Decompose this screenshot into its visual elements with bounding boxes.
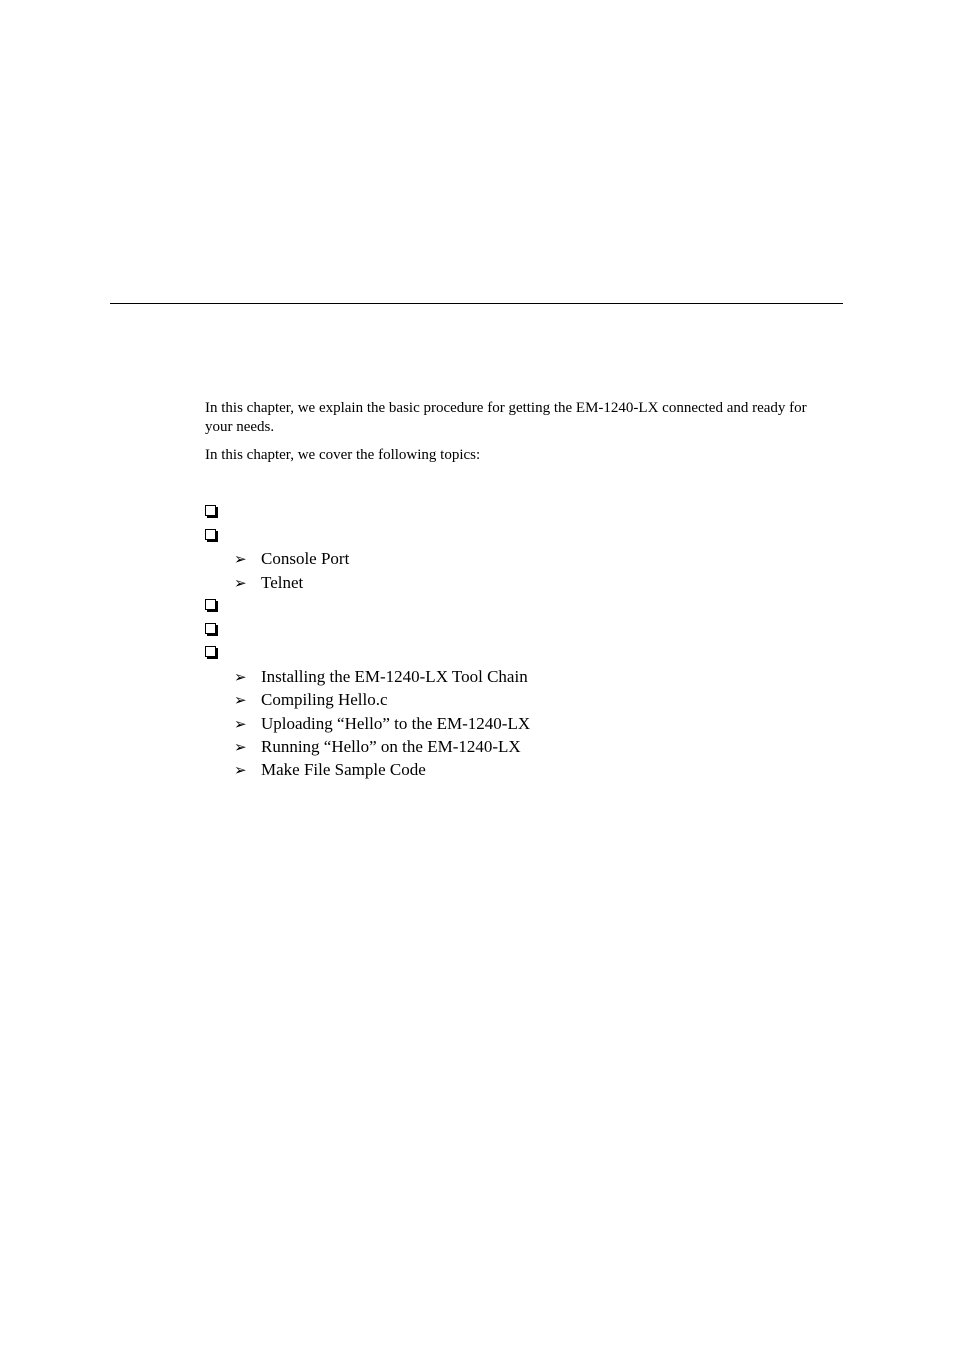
arrowhead-icon: ➢ — [234, 763, 247, 779]
arrowhead-icon: ➢ — [234, 552, 247, 568]
subtopic-label: Installing the EM-1240-LX Tool Chain — [261, 667, 528, 686]
topic-item — [205, 527, 228, 545]
subtopic-label: Make File Sample Code — [261, 760, 426, 779]
checkbox-icon — [205, 646, 216, 657]
topics-intro-paragraph: In this chapter, we cover the following topics: — [205, 447, 481, 463]
subtopic-item — [234, 690, 388, 711]
subtopic-label: Running “Hello” on the EM-1240-LX — [261, 737, 521, 756]
subtopic-item — [234, 737, 521, 758]
subtopic-item — [234, 667, 528, 688]
checkbox-icon — [205, 623, 216, 634]
topic-item — [205, 503, 228, 521]
subtopic-label: Telnet — [261, 573, 304, 592]
topic-item — [205, 621, 228, 639]
checkbox-icon — [205, 599, 216, 610]
arrowhead-icon: ➢ — [234, 717, 247, 733]
arrowhead-icon: ➢ — [234, 670, 247, 686]
subtopic-label: Console Port — [261, 549, 350, 568]
topic-item — [205, 597, 228, 615]
chapter-title-rule — [110, 303, 843, 304]
arrowhead-icon: ➢ — [234, 740, 247, 756]
subtopic-label: Compiling Hello.c — [261, 690, 388, 709]
subtopic-item — [234, 714, 530, 735]
subtopic-label: Uploading “Hello” to the EM-1240-LX — [261, 714, 531, 733]
checkbox-icon — [205, 529, 216, 540]
subtopic-item — [234, 549, 349, 570]
subtopic-item — [234, 573, 303, 594]
subtopic-item — [234, 760, 426, 781]
topic-item — [205, 644, 228, 662]
arrowhead-icon: ➢ — [234, 576, 247, 592]
checkbox-icon — [205, 505, 216, 516]
intro-paragraph: In this chapter, we explain the basic procedure for getting the EM-1240-LX connected and ready for your needs. — [205, 400, 807, 435]
arrowhead-icon: ➢ — [234, 693, 247, 709]
